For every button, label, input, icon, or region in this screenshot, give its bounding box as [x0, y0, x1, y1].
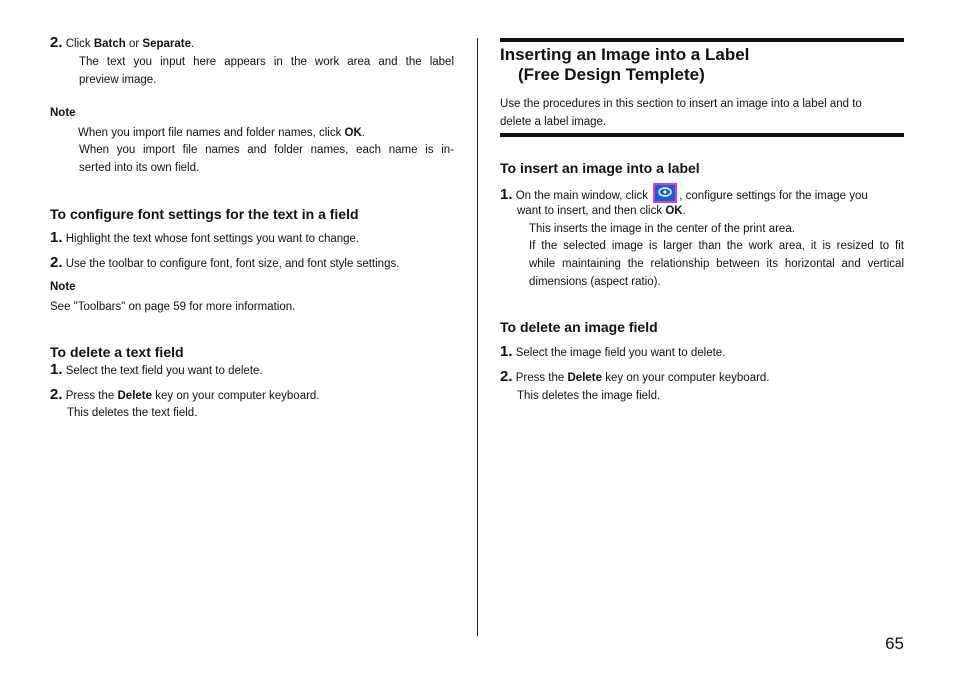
section-title-line2: (Free Design Templete): [518, 65, 705, 84]
note-1-line1: When you import file names and folder names, click OK.: [78, 127, 365, 139]
note-1-line3: serted into its own field.: [79, 162, 200, 174]
font-step-1: 1. Highlight the text whose font settings you want to change.: [50, 229, 360, 246]
step-2-desc-line1: The text you input here appears in the work area and the label: [79, 56, 454, 68]
section-title-line1: Inserting an Image into a Label: [500, 45, 750, 64]
delete-image-heading: To delete an image field: [500, 319, 658, 335]
delete-text-step-2: 2. Press the Delete key on your computer keyboard.: [50, 386, 320, 403]
note-2-text: See "Toolbars" on page 59 for more information.: [50, 301, 296, 313]
note-label: Note: [50, 107, 76, 119]
font-step-2: 2. Use the toolbar to configure font, font size, and font style settings.: [50, 254, 400, 271]
title-top-rule: [500, 38, 904, 42]
step-2-desc-line2: preview image.: [79, 74, 157, 86]
page-number: 65: [885, 634, 904, 653]
insert-step-1: 1. On the main window, click , configure settings for the image you: [500, 183, 868, 205]
font-settings-heading: To configure font settings for the text in a field: [50, 206, 359, 222]
note-label: Note: [50, 281, 76, 293]
note-1-line2: When you import file names and folder names, each name is in-: [79, 144, 454, 156]
insert-result-2: If the selected image is larger than the work area, it is resized to fit: [529, 240, 904, 252]
column-divider: [477, 38, 478, 636]
delete-image-step-1: 1. Select the image field you want to delete.: [500, 343, 726, 360]
insert-step-1-line2: want to insert, and then click OK.: [517, 205, 686, 217]
delete-text-heading: To delete a text field: [50, 344, 184, 360]
step-2-batch-separate: 2. Click Batch or Separate.: [50, 34, 195, 51]
insert-result-1: This inserts the image in the center of the print area.: [529, 223, 795, 235]
insert-result-3: while maintaining the relationship between its horizontal and vertical: [529, 258, 904, 270]
delete-text-result: This deletes the text field.: [67, 407, 198, 419]
insert-result-4: dimensions (aspect ratio).: [529, 276, 661, 288]
intro-line1: Use the procedures in this section to insert an image into a label and to: [500, 98, 862, 110]
image-insert-icon[interactable]: [653, 183, 677, 203]
batch-label: Batch: [93, 38, 126, 50]
delete-text-step-1: 1. Select the text field you want to delete.: [50, 361, 263, 378]
intro-bottom-rule: [500, 133, 904, 137]
separate-label: Separate: [142, 38, 192, 50]
insert-image-heading: To insert an image into a label: [500, 160, 700, 176]
delete-image-step-2: 2. Press the Delete key on your computer keyboard.: [500, 368, 770, 385]
step-number: 2.: [50, 34, 63, 51]
delete-image-result: This deletes the image field.: [517, 390, 661, 402]
intro-line2: delete a label image.: [500, 116, 607, 128]
